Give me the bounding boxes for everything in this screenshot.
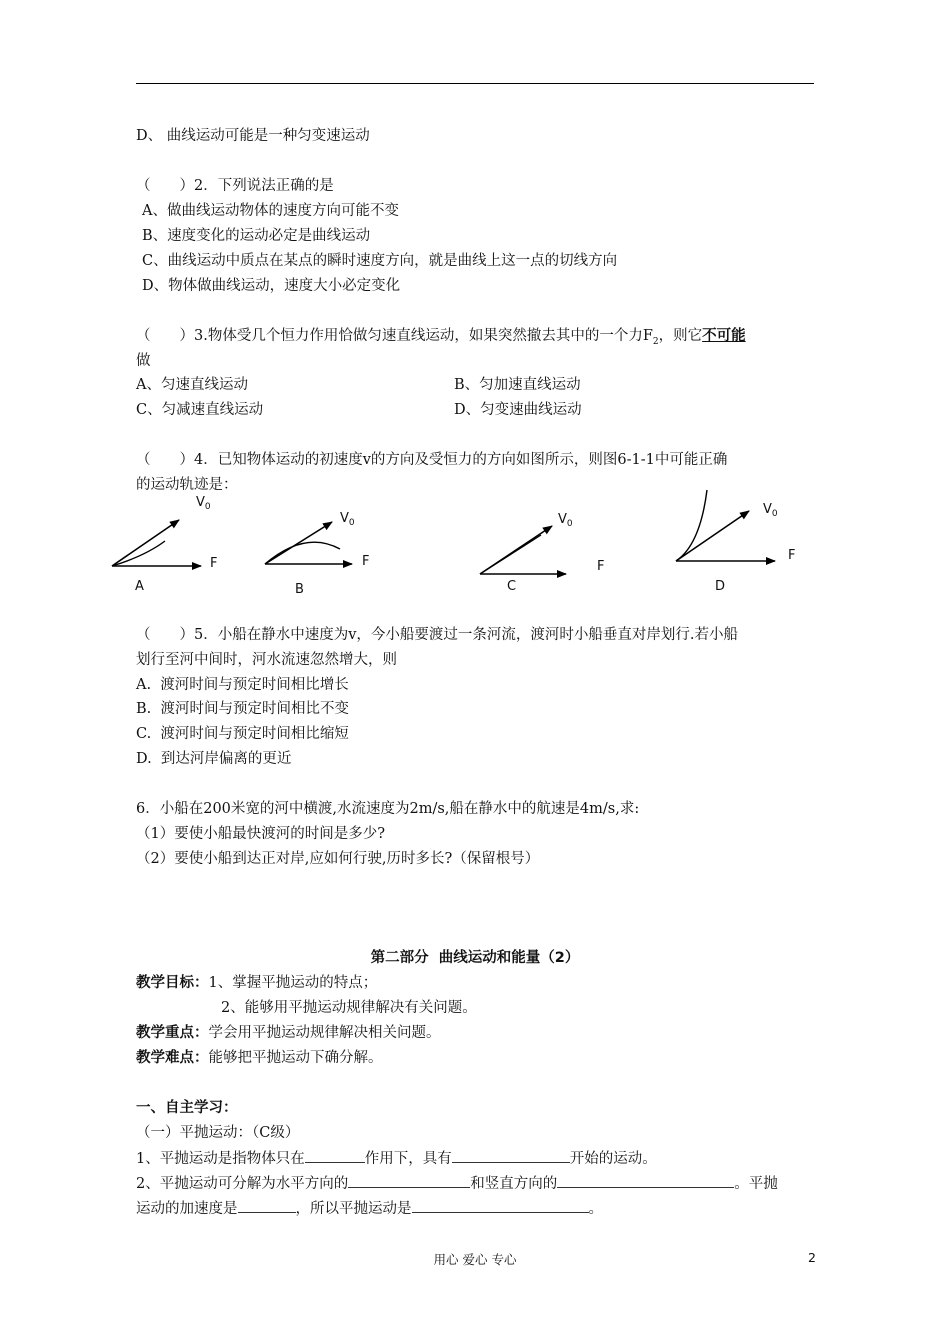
header-rule [136, 83, 814, 84]
diagram-d [676, 490, 795, 594]
fill-blank-1 [136, 1148, 657, 1169]
q3-stem-end: 做 [136, 353, 151, 369]
page-footer: 用心 爱心 专心 [433, 1252, 517, 1267]
label-v0-d: $V_0$ [763, 502, 778, 519]
fill2-text-c: 。平抛 [734, 1176, 778, 1192]
q4-stem-line2: 的运动轨迹是： [136, 477, 238, 493]
label-v0-c: $V_0$ [558, 512, 573, 529]
diagram-a [112, 495, 217, 594]
q2-option-d: D、物体做曲线运动，速度大小必定变化 [142, 278, 401, 294]
q6-stem: 6．小船在200米宽的河中横渡,水流速度为2m/s,船在静水中的航速是4m/s,求: [136, 801, 640, 817]
label-c: C [507, 579, 517, 594]
fill-blank-2 [136, 1173, 778, 1194]
diagram-c [480, 512, 604, 594]
q5-option-c: C. 渡河时间与预定时间相比缩短 [136, 726, 349, 742]
q2-option-a: A、做曲线运动物体的速度方向可能不变 [142, 203, 399, 219]
fill1-text-b: 作用下，具有 [364, 1151, 452, 1167]
q2-option-b: B、速度变化的运动必定是曲线运动 [142, 228, 371, 244]
diagram-b [265, 511, 369, 597]
q4-trajectory-figure [100, 485, 820, 600]
label-d: D [715, 579, 726, 594]
q5-stem-line1: （ ）5．小船在静水中速度为v，今小船要渡过一条河流，渡河时小船垂直对岸划行.若小船 [136, 627, 739, 643]
q5-stem-line2: 划行至河中间时，河水流速忽然增大，则 [136, 652, 397, 668]
key-label: 教学重点： [136, 1025, 209, 1041]
label-a: A [135, 579, 144, 594]
fill3-text-c: 。 [588, 1201, 603, 1217]
q5-option-b: B. 渡河时间与预定时间相比不变 [136, 701, 349, 717]
teaching-key-point [136, 1023, 441, 1043]
fill3-text-b: ，所以平抛运动是 [295, 1201, 412, 1217]
difficulty-label: 教学难点： [136, 1050, 209, 1066]
blank-2a[interactable] [348, 1173, 470, 1188]
q6-part-1: （1）要使小船最快渡河的时间是多少? [136, 826, 385, 842]
q4-stem-line1: （ ）4．已知物体运动的初速度v的方向及受恒力的方向如图所示，则图6-1-1中可能正确 [136, 452, 728, 468]
projectile-subheading: （一）平抛运动：（C级） [136, 1125, 300, 1141]
goal-1: 1、掌握平抛运动的特点； [208, 975, 378, 991]
q3-subscript: 2 [652, 336, 659, 347]
q3-stem-text: （ ）3.物体受几个恒力作用恰做匀速直线运动，如果突然撤去其中的一个力F [136, 328, 653, 344]
fill-blank-3 [136, 1198, 603, 1219]
q5-option-a: A. 渡河时间与预定时间相比增长 [136, 677, 349, 693]
goal-2: 2、能够用平抛运动规律解决有关问题。 [221, 1000, 477, 1016]
part2-title: 第二部分 曲线运动和能量（2） [370, 950, 580, 966]
self-study-heading: 一、自主学习： [136, 1100, 238, 1116]
q3-option-d: D、匀变速曲线运动 [454, 402, 582, 418]
q3-option-b: B、匀加速直线运动 [454, 377, 581, 393]
blank-3a[interactable] [238, 1198, 296, 1213]
fill1-text-c: 开始的运动。 [569, 1151, 657, 1167]
q6-part-2: （2）要使小船到达正对岸,应如何行驶,历时多长?（保留根号） [136, 851, 540, 867]
q5-option-d: D. 到达河岸偏离的更近 [136, 751, 292, 767]
q3-emphasis: 不可能 [702, 327, 746, 344]
key-text: 学会用平抛运动规律解决相关问题。 [208, 1025, 441, 1041]
q3-stem-text-b: ，则它 [658, 328, 703, 344]
page-number: 2 [808, 1250, 816, 1265]
q2-option-c: C、曲线运动中质点在某点的瞬时速度方向，就是曲线上这一点的切线方向 [142, 253, 618, 269]
q3-option-c: C、匀减速直线运动 [136, 402, 264, 418]
q3-stem [136, 326, 746, 352]
teaching-difficulty [136, 1048, 383, 1068]
label-f-a: F [210, 556, 218, 571]
fill1-text-a: 1、平抛运动是指物体只在 [136, 1151, 305, 1167]
label-b: B [295, 582, 304, 597]
blank-1a[interactable] [305, 1148, 365, 1163]
fill3-text-a: 运动的加速度是 [136, 1201, 238, 1217]
fill2-text-b: 和竖直方向的 [470, 1176, 558, 1192]
q1-option-d: D、 曲线运动可能是一种匀变速运动 [136, 128, 370, 144]
blank-3b[interactable] [412, 1198, 589, 1213]
label-f-b: F [362, 554, 370, 569]
q3-option-a: A、匀速直线运动 [136, 377, 248, 393]
label-f-c: F [597, 559, 605, 574]
blank-1b[interactable] [452, 1148, 570, 1163]
label-v0-a: $V_0$ [196, 495, 211, 512]
teaching-goals-line1 [136, 973, 377, 993]
label-f-d: F [788, 548, 796, 563]
difficulty-text: 能够把平抛运动下确分解。 [208, 1050, 383, 1066]
blank-2b[interactable] [557, 1173, 734, 1188]
goal-label: 教学目标： [136, 975, 209, 991]
label-v0-b: $V_0$ [340, 511, 355, 528]
q2-stem: （ ）2．下列说法正确的是 [136, 178, 334, 194]
fill2-text-a: 2、平抛运动可分解为水平方向的 [136, 1176, 349, 1192]
